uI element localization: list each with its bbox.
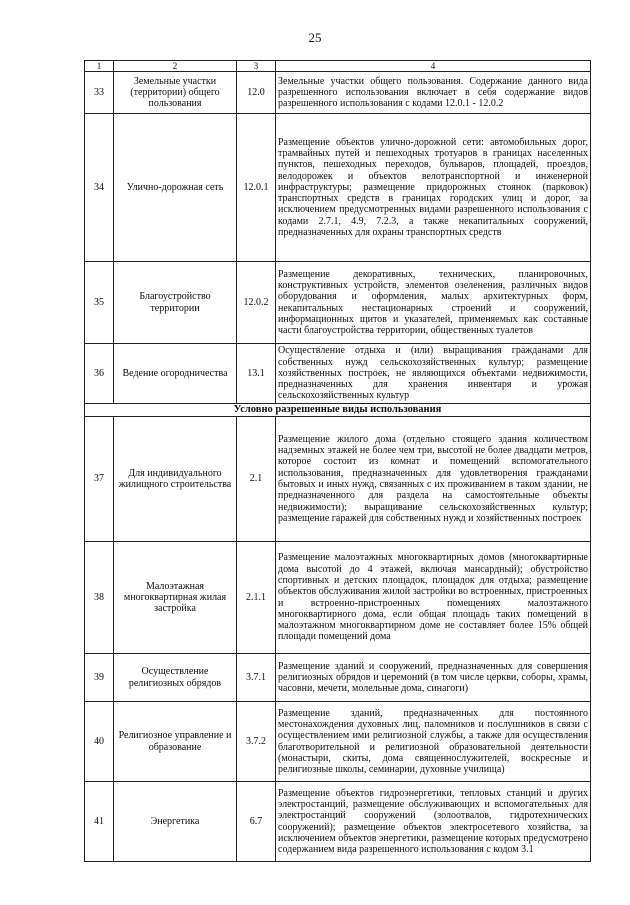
use-type-name: Земельные участки (территории) общего пользования bbox=[114, 72, 237, 114]
use-type-name: Осуществление религиозных обрядов bbox=[114, 654, 237, 702]
use-type-code: 12.0 bbox=[237, 72, 276, 114]
use-type-code: 13.1 bbox=[237, 344, 276, 404]
table-row bbox=[85, 782, 591, 862]
row-number: 35 bbox=[85, 262, 114, 344]
section-title: Условно разрешенные виды использования bbox=[85, 404, 591, 417]
use-type-description: Земельные участки общего пользования. Содержание данного вида разрешенного использования включает в себя содержание видов разрешенного использования с кодами 12.0.1 - 12.0.2 bbox=[276, 72, 591, 114]
row-number: 34 bbox=[85, 114, 114, 262]
use-type-description: Размещение объектов улично-дорожной сети: автомобильных дорог, трамвайных путей и пешеходных тротуаров в границах населенных пунктов, пешеходных переходов, бульваров, площадей, проездов, велодорожек и объектов велотранспортной и инженерной инфраструктуры; размещение придорожных стоянок (парковок) транспортных средств в границах городских улиц и дорог, за исключением предусмотренных видами разрешенного использования с кодами 2.7.1, 4.9, 7.2.3, а также некапитальных сооружений, предназначенных для охраны транспортных средств bbox=[276, 114, 591, 262]
use-type-code: 3.7.1 bbox=[237, 654, 276, 702]
use-type-description: Размещение объектов гидроэнергетики, тепловых станций и других электростанций, размещение обслуживающих и вспомогательных для электростанций сооружений (золоотвалов, гидротехнических сооружений); размещение объектов электросетевого хозяйства, за исключением объектов энергетики, размещение которых предусмотрено содержанием вида разрешенного использования с кодом 3.1 bbox=[276, 782, 591, 862]
row-number: 37 bbox=[85, 417, 114, 542]
column-header: 3 bbox=[237, 61, 276, 72]
use-type-description: Осуществление отдыха и (или) выращивания гражданами для собственных нужд сельскохозяйственных культур; размещение хозяйственных построек, не являющихся объектами недвижимости, предназначенных для хранения инвентаря и урожая сельскохозяйственных культур bbox=[276, 344, 591, 404]
table-row bbox=[85, 542, 591, 654]
use-type-code: 3.7.2 bbox=[237, 702, 276, 782]
use-type-name: Благоустройство территории bbox=[114, 262, 237, 344]
table-row bbox=[85, 654, 591, 702]
table-row bbox=[85, 702, 591, 782]
column-header: 2 bbox=[114, 61, 237, 72]
row-number: 38 bbox=[85, 542, 114, 654]
row-number: 33 bbox=[85, 72, 114, 114]
use-type-code: 6.7 bbox=[237, 782, 276, 862]
use-type-code: 2.1.1 bbox=[237, 542, 276, 654]
use-type-name: Для индивидуального жилищного строительства bbox=[114, 417, 237, 542]
table-row bbox=[85, 72, 591, 114]
table-row bbox=[85, 417, 591, 542]
row-number: 41 bbox=[85, 782, 114, 862]
section-header-row bbox=[85, 404, 591, 417]
column-header: 4 bbox=[276, 61, 591, 72]
use-type-code: 12.0.2 bbox=[237, 262, 276, 344]
land-use-table bbox=[84, 60, 591, 862]
use-type-name: Улично-дорожная сеть bbox=[114, 114, 237, 262]
use-type-name: Малоэтажная многоквартирная жилая застройка bbox=[114, 542, 237, 654]
column-header: 1 bbox=[85, 61, 114, 72]
use-type-code: 2.1 bbox=[237, 417, 276, 542]
use-type-name: Ведение огородничества bbox=[114, 344, 237, 404]
table-row bbox=[85, 262, 591, 344]
use-type-code: 12.0.1 bbox=[237, 114, 276, 262]
table-row bbox=[85, 114, 591, 262]
page-number: 25 bbox=[308, 30, 322, 45]
use-type-name: Энергетика bbox=[114, 782, 237, 862]
table-row bbox=[85, 344, 591, 404]
row-number: 39 bbox=[85, 654, 114, 702]
use-type-description: Размещение декоративных, технических, планировочных, конструктивных устройств, элементов озеленения, различных видов оборудования и оформления, малых архитектурных форм, некапитальных нестационарных строений и сооружений, информационных щитов и указателей, применяемых как составные части благоустройства территории, общественных туалетов bbox=[276, 262, 591, 344]
use-type-description: Размещение зданий и сооружений, предназначенных для совершения религиозных обрядов и церемоний (в том числе церкви, соборы, храмы, часовни, мечети, молельные дома, синагоги) bbox=[276, 654, 591, 702]
table-header-row bbox=[85, 61, 591, 72]
use-type-description: Размещение зданий, предназначенных для постоянного местонахождения духовных лиц, паломников и послушников в связи с осуществлением ими религиозной службы, а также для осуществления благотворительной и религиозной образовательной деятельности (монастыри, скиты, дома священнослужителей, воскресные и религиозные школы, семинарии, духовные училища) bbox=[276, 702, 591, 782]
row-number: 40 bbox=[85, 702, 114, 782]
use-type-name: Религиозное управление и образование bbox=[114, 702, 237, 782]
use-type-description: Размещение малоэтажных многоквартирных домов (многоквартирные дома высотой до 4 этажей, включая мансардный); обустройство спортивных и детских площадок, площадок для отдыха; размещение объектов обслуживания жилой застройки во встроенных, пристроенных и встроенно-пристроенных помещениях малоэтажного многоквартирного дома, если общая площадь таких помещений в малоэтажном многоквартирном доме не составляет более 15% общей площади помещений дома bbox=[276, 542, 591, 654]
use-type-description: Размещение жилого дома (отдельно стоящего здания количеством надземных этажей не более чем три, высотой не более двадцати метров, которое состоит из комнат и помещений вспомогательного использования, предназначенных для удовлетворения гражданами бытовых и иных нужд, связанных с их проживанием в таком здании, не предназначенного для раздела на самостоятельные объекты недвижимости); выращивание сельскохозяйственных культур; размещение гаражей для собственных нужд и хозяйственных построек bbox=[276, 417, 591, 542]
row-number: 36 bbox=[85, 344, 114, 404]
